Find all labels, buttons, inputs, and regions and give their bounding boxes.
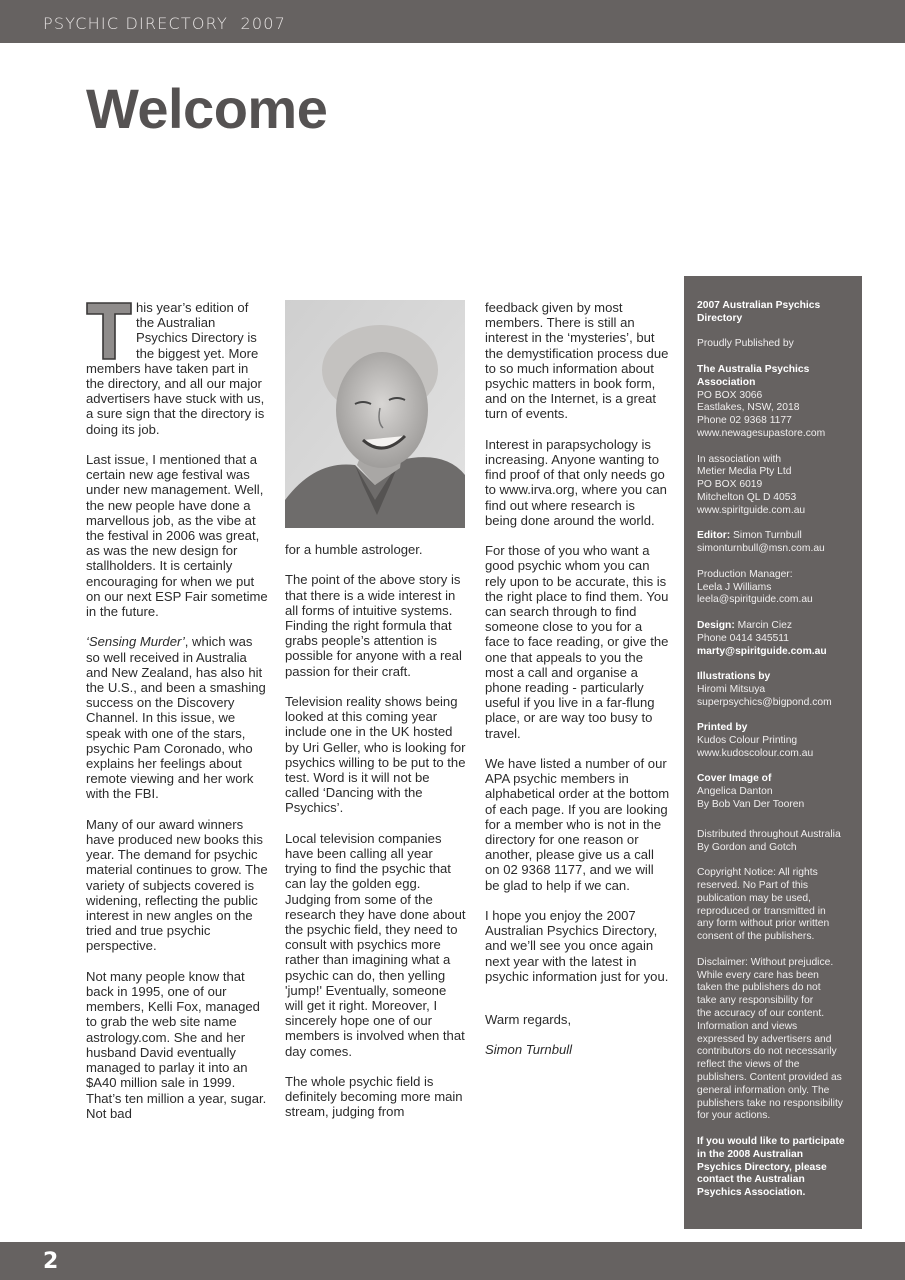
printed-block: Printed by Kudos Colour Printing www.kudoscolour.com.au	[697, 722, 849, 760]
association-website: www.spiritguide.com.au	[697, 504, 806, 516]
article-paragraph: Last issue, I mentioned that a certain new age festival was under new management. Well, the new people have done a marvellous job, as the vibe at the festival in 2006 was great, as was the new design for stallholders. It is certainly encouraging for when we put on our next ESP Fair sometime in the future.	[86, 452, 268, 620]
article-column-3	[485, 300, 670, 1058]
article-paragraph: Local television companies have been calling all year trying to find the psychic that can lay the golden egg. Judging from some of the research they have done about the psychic field, they need to consult with psychics more rather than imagining what a psychic can do, then yelling 'jump!' Eventually, someone will get it right. Moreover, I sincerely hope one of our members is involved when that day comes.	[285, 830, 466, 1059]
page-number: 2	[43, 1249, 59, 1274]
article-paragraph: The whole psychic field is definitely becoming more main stream, judging from	[285, 1074, 463, 1120]
editor-portrait-photo	[285, 300, 465, 528]
association-block: In association with Metier Media Pty Ltd PO BOX 6019 Mitchelton QL D 4053 www.spiritguide.com.au	[697, 454, 849, 518]
article-paragraph: Television reality shows being looked at this coming year include one in the UK hosted by Uri Geller, who is looking for psychics willing to be put to the test. Word is it will not be called ‘Dancing with the Psychics’.	[285, 694, 466, 816]
distribution-block: Distributed throughout Australia By Gordon and Gotch	[697, 828, 841, 853]
show-title: ‘Sensing Murder’	[86, 634, 185, 650]
disclaimer: Disclaimer: Without prejudice. While every care has been taken the publishers do not take any responsibility for the accuracy of our content. Information and views expressed by advertisers and contributors do not necessarily reflect the views of the publishers. Content provided as general information only. The publishers take no responsibility for your actions.	[697, 956, 843, 1122]
publisher-website: www.newagesupastore.com	[697, 427, 826, 439]
illustrator-email: superpsychics@bigpond.com	[697, 696, 832, 708]
article-paragraph: his year’s edition of the Australian Psychics Directory is the biggest yet. More members have taken part in the directory, and all our major advertisers have stuck with us, a sure sign that the directory is doing its job.	[86, 300, 265, 437]
article-column-1	[86, 300, 268, 1121]
editor-email: simonturnbull@msn.com.au	[697, 543, 825, 555]
article-paragraph: Many of our award winners have produced new books this year. The demand for psychic material continues to grow. The variety of subjects covered is widening, reflecting the public interest in new angles on the tried and true psychic perspective.	[86, 816, 268, 954]
publisher-block: The Australia Psychics Association PO BOX 3066 Eastlakes, NSW, 2018 Phone 02 9368 1177 www.newagesupastore.com	[697, 364, 849, 441]
article-paragraph: The point of the above story is that there is a wide interest in all forms of intuitive systems. Finding the right formula that grabs people’s attention is possible for anyone with a real passion for their craft.	[285, 572, 462, 679]
author-signature: Simon Turnbull	[485, 1042, 573, 1058]
credits-sidebar	[684, 276, 862, 1229]
publication-title: PSYCHIC DIRECTORY 2007	[43, 14, 287, 33]
participate-notice: If you would like to participate in the 2008 Australian Psychics Directory, please contact the Australian Psychics Association.	[697, 1136, 845, 1199]
published-by-label: Proudly Published by	[697, 338, 794, 350]
sidebar-title: 2007 Australian Psychics Directory	[697, 300, 821, 324]
page-title: Welcome	[86, 77, 328, 140]
article-paragraph: I hope you enjoy the 2007 Australian Psychics Directory, and we’ll see you once again next year with the latest in psychic information just for you.	[485, 908, 669, 984]
article-paragraph: ‘Sensing Murder’, which was so well received in Australia and New Zealand, has also hit the U.S., and been a smashing success on the Discovery Channel. In this issue, we speak with one of the stars, psychic Pam Coronado, who explains her feelings about remote viewing and her work with the FBI.	[86, 634, 266, 802]
editor-block: Editor: Simon Turnbull simonturnbull@msn.com.au	[697, 530, 849, 556]
drop-cap-letter	[86, 302, 132, 360]
production-email: leela@spiritguide.com.au	[697, 594, 813, 606]
article-paragraph: For those of you who want a good psychic whom you can rely upon to be accurate, this is the right place to find them. You can search through to find someone close to you for a face to face reading, or give the one that appeals to you the most a call and organise a phone reading - particularly useful if you live in a far-flung place, or are way too busy to travel.	[485, 543, 669, 741]
copyright-notice: Copyright Notice: All rights reserved. No Part of this publication may be used, reproduced or transmitted in any form without prior written consent of the publishers.	[697, 867, 830, 943]
design-email: marty@spiritguide.com.au	[697, 645, 827, 657]
printer-website: www.kudoscolour.com.au	[697, 747, 814, 759]
closing-salutation: Warm regards,	[485, 1012, 572, 1028]
cover-block: Cover Image of Angelica Danton By Bob Van Der Tooren	[697, 773, 805, 811]
article-column-2	[285, 300, 467, 1120]
header-band	[0, 0, 905, 43]
footer-band	[0, 1242, 905, 1280]
illustrations-block: Illustrations by Hiromi Mitsuya superpsychics@bigpond.com	[697, 671, 849, 709]
article-paragraph: feedback given by most members. There is still an interest in the ‘mysteries’, but the demystification process due to so much information about psychic matters in book form, and on the Internet, is a great turn of events.	[485, 300, 669, 422]
article-paragraph: Interest in parapsychology is increasing. Anyone wanting to find proof of that only needs go to www.irva.org, where you can find out where research is being done around the world.	[485, 436, 667, 528]
article-paragraph: Not many people know that back in 1995, one of our members, Kelli Fox, managed to grab the web site name astrology.com. She and her husband David eventually managed to parlay it into an $A40 million sale in 1999. That’s ten million a year, sugar. Not bad	[86, 968, 267, 1121]
article-paragraph: for a humble astrologer.	[285, 542, 423, 557]
article-paragraph: We have listed a number of our APA psychic members in alphabetical order at the bottom of each page. If you are looking for a member who is not in the directory for one reason or another, please give us a call on 02 9368 1177, and we will be glad to help if we can.	[485, 756, 670, 893]
design-block: Design: Marcin Ciez Phone 0414 345511 marty@spiritguide.com.au	[697, 620, 849, 658]
production-block: Production Manager: Leela J Williams leela@spiritguide.com.au	[697, 569, 849, 607]
